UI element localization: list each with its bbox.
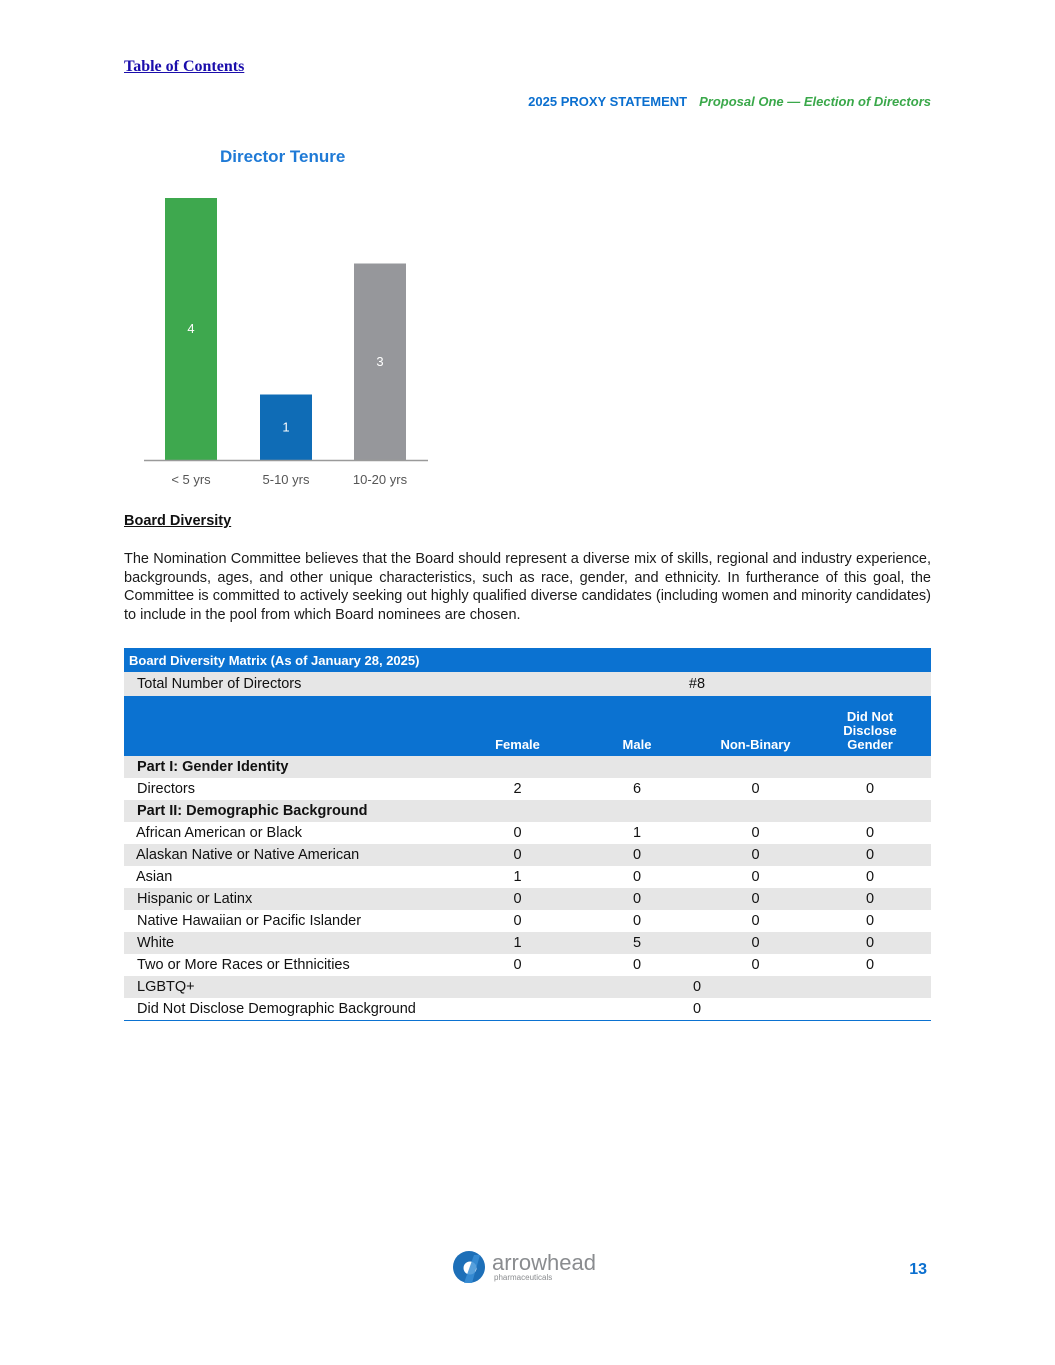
row-label: Directors (137, 781, 196, 797)
cell-male: 1 (632, 825, 642, 841)
category-label: 5-10 yrs (262, 472, 310, 487)
table-row (124, 910, 931, 932)
cell-male: 6 (632, 781, 642, 797)
chart-title: Director Tenure (220, 147, 346, 166)
cell-non-binary: 0 (702, 888, 809, 910)
row-label: Two or More Races or Ethnicities (137, 957, 350, 973)
matrix-header-row (124, 696, 931, 756)
cell-female: 0 (513, 957, 522, 973)
board-diversity-paragraph: The Nomination Committee believes that the Board should represent a diverse mix of skills, regional and industry experience, backgrounds, ages, and other unique characteristics, such as race, gender, and ethnicity. In furtherance of this goal, the Committee is committed to actively seeking out highly qualified diverse candidates (including women and minority candidates) to include in the pool from which Board nominees are chosen. (124, 551, 931, 623)
matrix-title: Board Diversity Matrix (As of January 28, 2025) (124, 648, 931, 672)
page-header (528, 94, 931, 109)
cell-female: 0 (513, 825, 522, 841)
col-header-male: Male (572, 696, 702, 756)
director-tenure-chart (130, 180, 440, 500)
part1-label: Part I: Gender Identity (124, 756, 931, 778)
cell-did-not-disclose: 0 (865, 913, 875, 929)
row-label: Did Not Disclose Demographic Background (124, 998, 463, 1021)
col-header-female: Female (463, 696, 572, 756)
page-number: 13 (909, 1261, 927, 1278)
table-row (124, 932, 931, 954)
category-label: 10-20 yrs (352, 472, 408, 487)
total-directors-label: Total Number of Directors (124, 672, 463, 696)
part1-row (124, 756, 931, 778)
arrowhead-logo-mark (452, 1250, 612, 1290)
table-row (124, 976, 931, 998)
cell-female: 1 (513, 869, 522, 885)
bar-value-label: 1 (282, 419, 290, 435)
row-label: African American or Black (136, 825, 303, 841)
cell-male: 0 (572, 888, 702, 910)
cell-non-binary: 0 (751, 913, 760, 929)
cell-female: 0 (513, 913, 522, 929)
col-header-did-not-disclose: Did Not Disclose Gender (809, 696, 931, 756)
board-diversity-matrix (124, 648, 931, 1021)
row-label: Asian (136, 869, 173, 885)
cell-male: 5 (572, 932, 702, 954)
lgbtq-value: 0 (463, 976, 931, 998)
total-directors-row (124, 672, 931, 696)
category-label: < 5 yrs (171, 472, 211, 487)
table-of-contents-link[interactable]: Table of Contents (124, 58, 245, 75)
cell-female: 2 (513, 781, 522, 797)
cell-male: 0 (632, 913, 642, 929)
cell-male: 0 (632, 957, 642, 973)
row-label: LGBTQ+ (124, 976, 463, 998)
cell-male: 0 (572, 844, 702, 866)
header-blank (124, 696, 463, 756)
cell-did-not-disclose: 0 (809, 888, 931, 910)
cell-non-binary: 0 (751, 825, 760, 841)
row-label: White (124, 932, 463, 954)
cell-did-not-disclose: 0 (865, 869, 875, 885)
board-diversity-heading: Board Diversity (124, 513, 232, 529)
col-header-non-binary: Non-Binary (702, 696, 809, 756)
cell-non-binary: 0 (751, 781, 760, 797)
cell-non-binary: 0 (702, 844, 809, 866)
undisclosed-value: 0 (463, 998, 931, 1021)
table-row (124, 888, 931, 910)
part2-label: Part II: Demographic Background (124, 800, 931, 822)
cell-female: 1 (463, 932, 572, 954)
bar-value-label: 3 (376, 353, 384, 369)
bar-value-label: 4 (187, 321, 195, 336)
cell-female: 0 (463, 844, 572, 866)
cell-did-not-disclose: 0 (865, 781, 875, 797)
row-label: Alaskan Native or Native American (124, 844, 463, 866)
header-section: Proposal One — Election of Directors (699, 94, 931, 109)
total-directors-value: #8 (463, 672, 931, 696)
cell-did-not-disclose: 0 (865, 825, 875, 841)
cell-did-not-disclose: 0 (809, 932, 931, 954)
cell-non-binary: 0 (751, 869, 760, 885)
row-label: Native Hawaiian or Pacific Islander (137, 913, 362, 929)
table-row (124, 998, 931, 1021)
cell-male: 0 (632, 869, 642, 885)
cell-non-binary: 0 (751, 957, 760, 973)
row-label: Hispanic or Latinx (124, 888, 463, 910)
cell-female: 0 (463, 888, 572, 910)
header-statement: 2025 PROXY STATEMENT (528, 94, 688, 109)
logo-wordmark: arrowhead (492, 1250, 596, 1275)
part2-row (124, 800, 931, 822)
table-row (124, 866, 931, 888)
matrix-title-row (124, 648, 931, 672)
table-row (124, 844, 931, 866)
arrowhead-logo (452, 1250, 612, 1295)
table-row (124, 778, 931, 800)
cell-did-not-disclose: 0 (865, 957, 875, 973)
table-row (124, 822, 931, 844)
table-row (124, 954, 931, 976)
logo-subtext: pharmaceuticals (494, 1273, 553, 1282)
cell-did-not-disclose: 0 (809, 844, 931, 866)
cell-non-binary: 0 (702, 932, 809, 954)
